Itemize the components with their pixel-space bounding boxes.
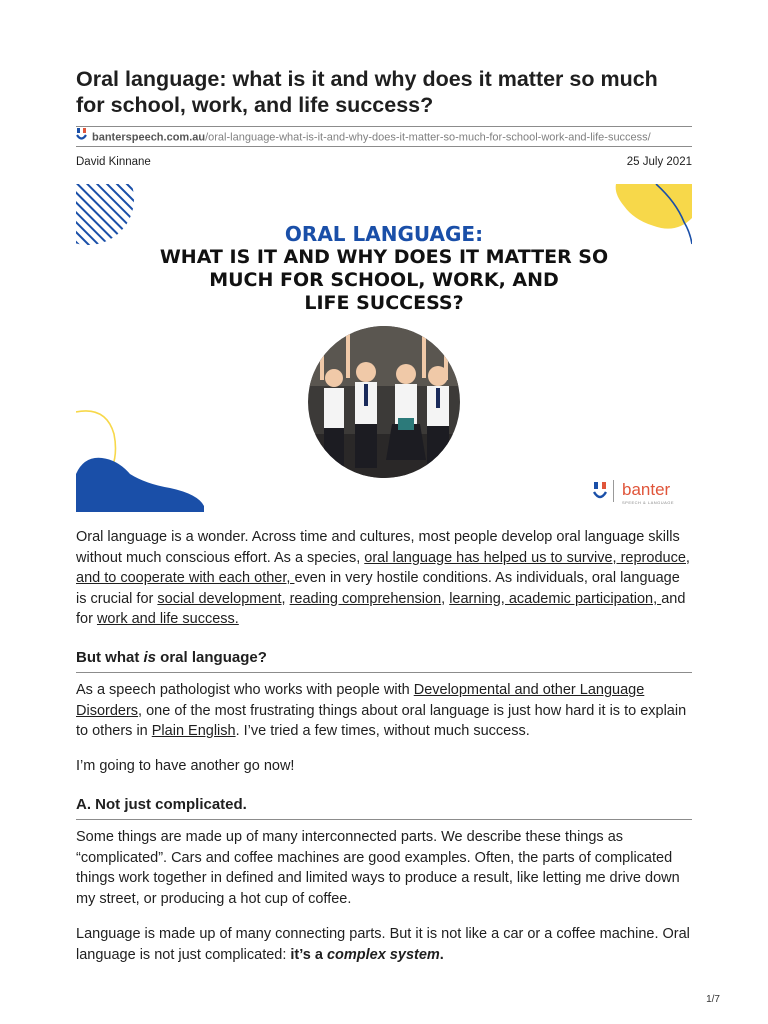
title-divider <box>76 126 692 127</box>
article-title: Oral language: what is it and why does it matter so much for school, work, and life success? <box>76 67 658 117</box>
source-line <box>76 128 692 147</box>
link-reading-comprehension[interactable]: reading comprehension <box>289 590 442 607</box>
hero-title-line4: LIFE SUCCESS? <box>304 292 464 314</box>
heading-not-just-complicated: A. Not just complicated. <box>76 796 247 813</box>
p5-bold: it’s a complex system. <box>290 946 444 963</box>
complicated-paragraph: Some things are made up of many interconnected parts. We describe these things as “complicated”. Cars and coffee machines are good examples. Often, the parts of complicated things work together in defined and limited ways to produce a result, like letting me drive down my street, or producing a hot cup of coffee. <box>76 829 680 907</box>
link-plain-english[interactable]: Plain English <box>151 723 236 739</box>
intro-text-1: Oral language is a wonder. Across time and cultures, most people develop oral language skills without much conscious effort. As a species, <box>76 529 680 566</box>
link-language-disorders[interactable]: Developmental and other Language Disorders <box>76 682 645 719</box>
link-social-development[interactable]: social development <box>157 590 282 607</box>
intro-text-2: even in very hostile conditions. As individuals, oral language is crucial for <box>76 570 680 607</box>
p5-text-1: Language is made up of many connecting parts. But it is not like a car or a coffee machine. Oral language is not just complicated: <box>76 926 690 963</box>
hero-title-line1: ORAL LANGUAGE: <box>284 222 484 246</box>
hero-title-line2: WHAT IS IT AND WHY DOES IT MATTER SO <box>159 246 609 268</box>
complex-system-paragraph <box>76 924 692 965</box>
p2-text-1: As a speech pathologist who works with people with <box>76 682 414 698</box>
heading-what-is-oral-language: But what is oral language? <box>76 649 267 666</box>
blue-blob-decoration <box>76 458 204 512</box>
intro-text-3: , <box>281 590 290 607</box>
complex-system-term: complex system <box>326 946 440 963</box>
page-number: 1/7 <box>706 994 720 1005</box>
banter-logo-text: banter <box>622 480 671 499</box>
article-meta <box>76 156 692 168</box>
hero-banner <box>76 184 692 512</box>
banter-favicon-icon <box>76 128 88 147</box>
intro-text-4: , <box>441 590 450 607</box>
intro-paragraph <box>76 527 692 630</box>
intro-text-5: and for <box>76 590 686 627</box>
heading-divider-2 <box>76 819 692 820</box>
link-survive-reproduce[interactable]: oral language has helped us to survive, reproduce, and to cooperate with each other, <box>76 549 690 586</box>
p2-text-3: . I’ve tried a few times, without much success. <box>235 723 530 739</box>
publish-date: 25 July 2021 <box>626 156 692 168</box>
source-divider <box>76 146 692 147</box>
p2-text-2: , one of the most frustrating things about oral language is just how hard it is to explain to others in <box>76 702 687 739</box>
another-go-paragraph: I’m going to have another go now! <box>76 758 295 774</box>
heading-divider-1 <box>76 672 692 673</box>
source-path[interactable]: /oral-language-what-is-it-and-why-does-it-matter-so-much-for-school-work-and-life-success/ <box>205 131 651 144</box>
link-learning-academic[interactable]: learning, academic participation, <box>449 590 662 607</box>
link-work-life-success[interactable]: work and life success. <box>96 611 239 627</box>
author: David Kinnane <box>76 156 151 168</box>
speech-pathologist-paragraph <box>76 680 692 742</box>
hero-title <box>76 222 692 315</box>
source-host[interactable]: banterspeech.com.au <box>92 131 206 144</box>
hero-title-line3: MUCH FOR SCHOOL, WORK, AND <box>209 269 559 291</box>
banter-logo-subtext: SPEECH & LANGUAGE <box>622 500 675 505</box>
banter-logo-icon <box>594 480 614 502</box>
